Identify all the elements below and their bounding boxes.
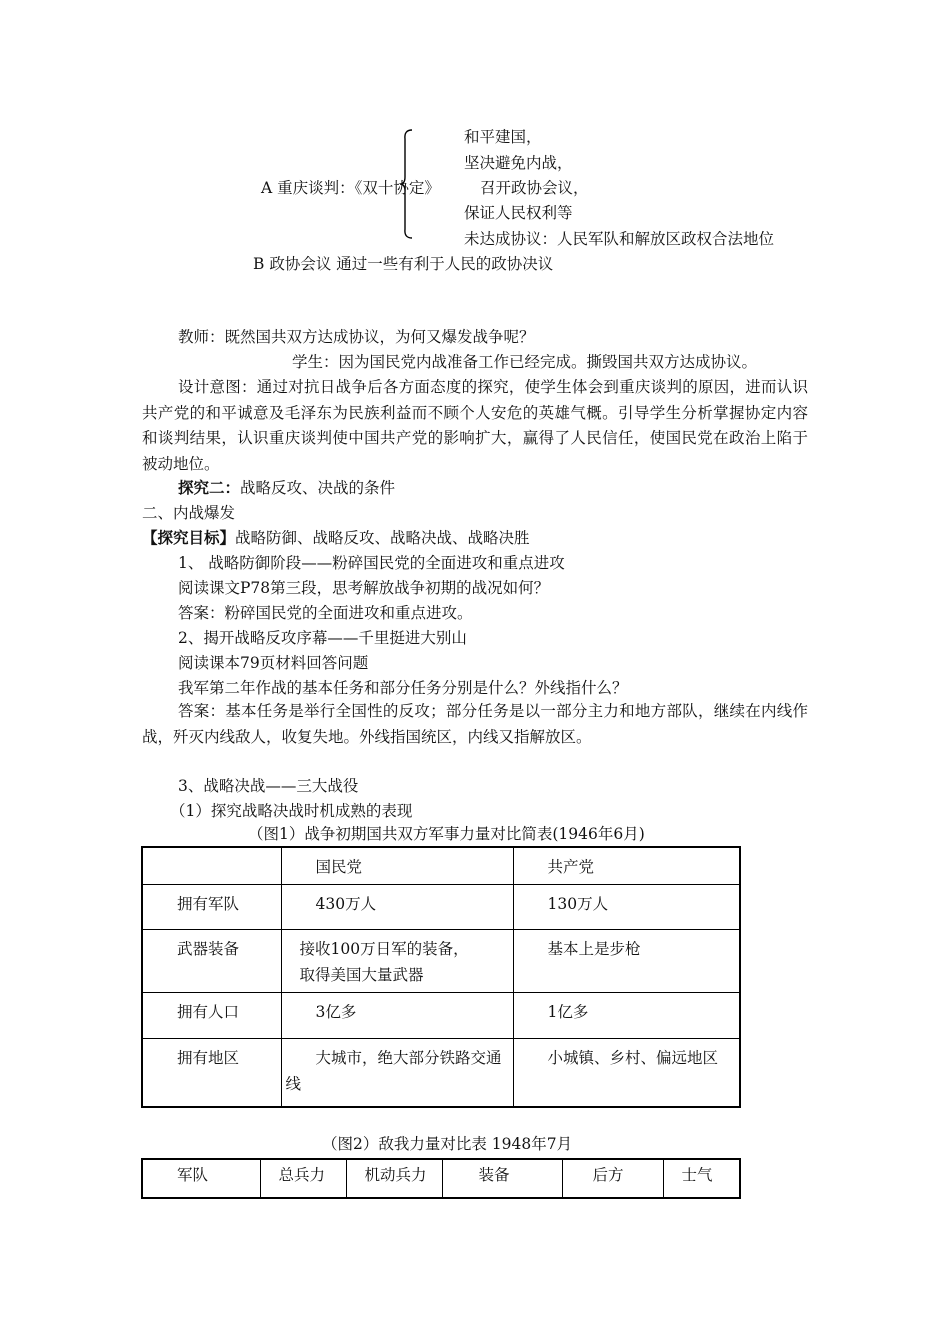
table-header-cell: 军队 [142, 1159, 260, 1198]
goal-text: 战略防御、战略反攻、战略决战、战略决胜 [235, 529, 530, 547]
table-cell: 3亿多 [281, 992, 513, 1038]
table-header-cell: 士气 [663, 1159, 740, 1198]
explore2-bold: 探究二： [178, 478, 241, 497]
read-2: 阅读课本79页材料回答问题 [178, 654, 369, 672]
answer-2: 答案：基本任务是举行全国性的反攻；部分任务是以一部分主力和地方部队，继续在内线作战，歼灭内线敌人，收复失地。外线指国统区，内线又指解放区。 [142, 702, 808, 746]
question-2: 我军第二年作战的基本任务和部分任务分别是什么？外线指什么？ [178, 679, 628, 697]
table-row [142, 992, 740, 1038]
answer-1: 答案：粉碎国民党的全面进攻和重点进攻。 [178, 604, 473, 622]
branch-item: 保证人民权利等 [464, 204, 573, 222]
table-cell: 1亿多 [513, 992, 740, 1038]
table-header-cell: 总兵力 [260, 1159, 346, 1198]
table-cell: 拥有军队 [142, 884, 281, 929]
explore2-text: 战略反攻、决战的条件 [240, 479, 396, 497]
chongqing-talks-label: A 重庆谈判：《双十协定》 [261, 179, 440, 197]
table-header-cell: 共产党 [513, 847, 740, 884]
table-header-row [142, 847, 740, 884]
section-heading: 二、内战爆发 [142, 504, 236, 522]
item-3: 3、战略决战——三大战役 [178, 777, 359, 795]
table-header-cell: 机动兵力 [346, 1159, 442, 1198]
table-header-row [142, 1159, 740, 1198]
pcc-line: B 政协会议 通过一些有利于人民的政协决议 [253, 255, 554, 273]
table-cell [142, 847, 281, 884]
item-1: 1、 战略防御阶段——粉碎国民党的全面进攻和重点进攻 [178, 554, 565, 572]
explore2-heading [178, 477, 395, 499]
design-intent-paragraph: 设计意图：通过对抗日战争后各方面态度的探究，使学生体会到重庆谈判的原因，进而认识共产党的和平诚意及毛泽东为民族利益而不顾个人安危的英雄气概。引导学生分析掌握协定内容和谈判结果，认识重庆谈判使中国共产党的影响扩大，赢得了人民信任，使国民党在政治上陷于被动地位。 [142, 378, 808, 473]
teacher-line: 教师：既然国共双方达成协议，为何又爆发战争呢？ [178, 328, 535, 346]
read-1: 阅读课文P78第三段，思考解放战争初期的战况如何？ [178, 579, 550, 597]
table-cell: 大城市，绝大部分铁路交通线 [281, 1038, 513, 1107]
branch-item: 坚决避免内战， [464, 154, 573, 172]
table-cell: 基本上是步枪 [513, 929, 740, 992]
table-cell: 武器装备 [142, 929, 281, 992]
figure2-caption: （图2）敌我力量对比表 1948年7月 [322, 1135, 573, 1153]
table-cell: 接收100万日军的装备， 取得美国大量武器 [281, 929, 513, 992]
table-row [142, 929, 740, 992]
table-cell: 小城镇、乡村、偏远地区 [513, 1038, 740, 1107]
branch-item: 召开政协会议， [480, 179, 589, 197]
item-2: 2、揭开战略反攻序幕——千里挺进大别山 [178, 629, 467, 647]
student-line: 学生：因为国民党内战准备工作已经完成。撕毁国共双方达成协议。 [292, 353, 758, 371]
goal-bold: 【探究目标】 [142, 528, 236, 547]
table-header-cell: 后方 [562, 1159, 663, 1198]
sub-item-1: （1）探究战略决战时机成熟的表现 [170, 802, 413, 820]
figure1-caption: （图1）战争初期国共双方军事力量对比简表(1946年6月) [248, 825, 645, 843]
goal-line [142, 527, 530, 549]
table-cell: 拥有地区 [142, 1038, 281, 1107]
table-row [142, 884, 740, 929]
enemy-comparison-table [141, 1158, 741, 1199]
unresolved-line: 未达成协议：人民军队和解放区政权合法地位 [464, 230, 775, 248]
table-row [142, 1038, 740, 1107]
force-comparison-table [141, 846, 741, 1108]
branch-item: 和平建国， [464, 128, 542, 146]
table-cell: 130万人 [513, 884, 740, 929]
table-header-cell: 装备 [442, 1159, 562, 1198]
table-header-cell: 国民党 [281, 847, 513, 884]
table-cell: 拥有人口 [142, 992, 281, 1038]
table-cell: 430万人 [281, 884, 513, 929]
